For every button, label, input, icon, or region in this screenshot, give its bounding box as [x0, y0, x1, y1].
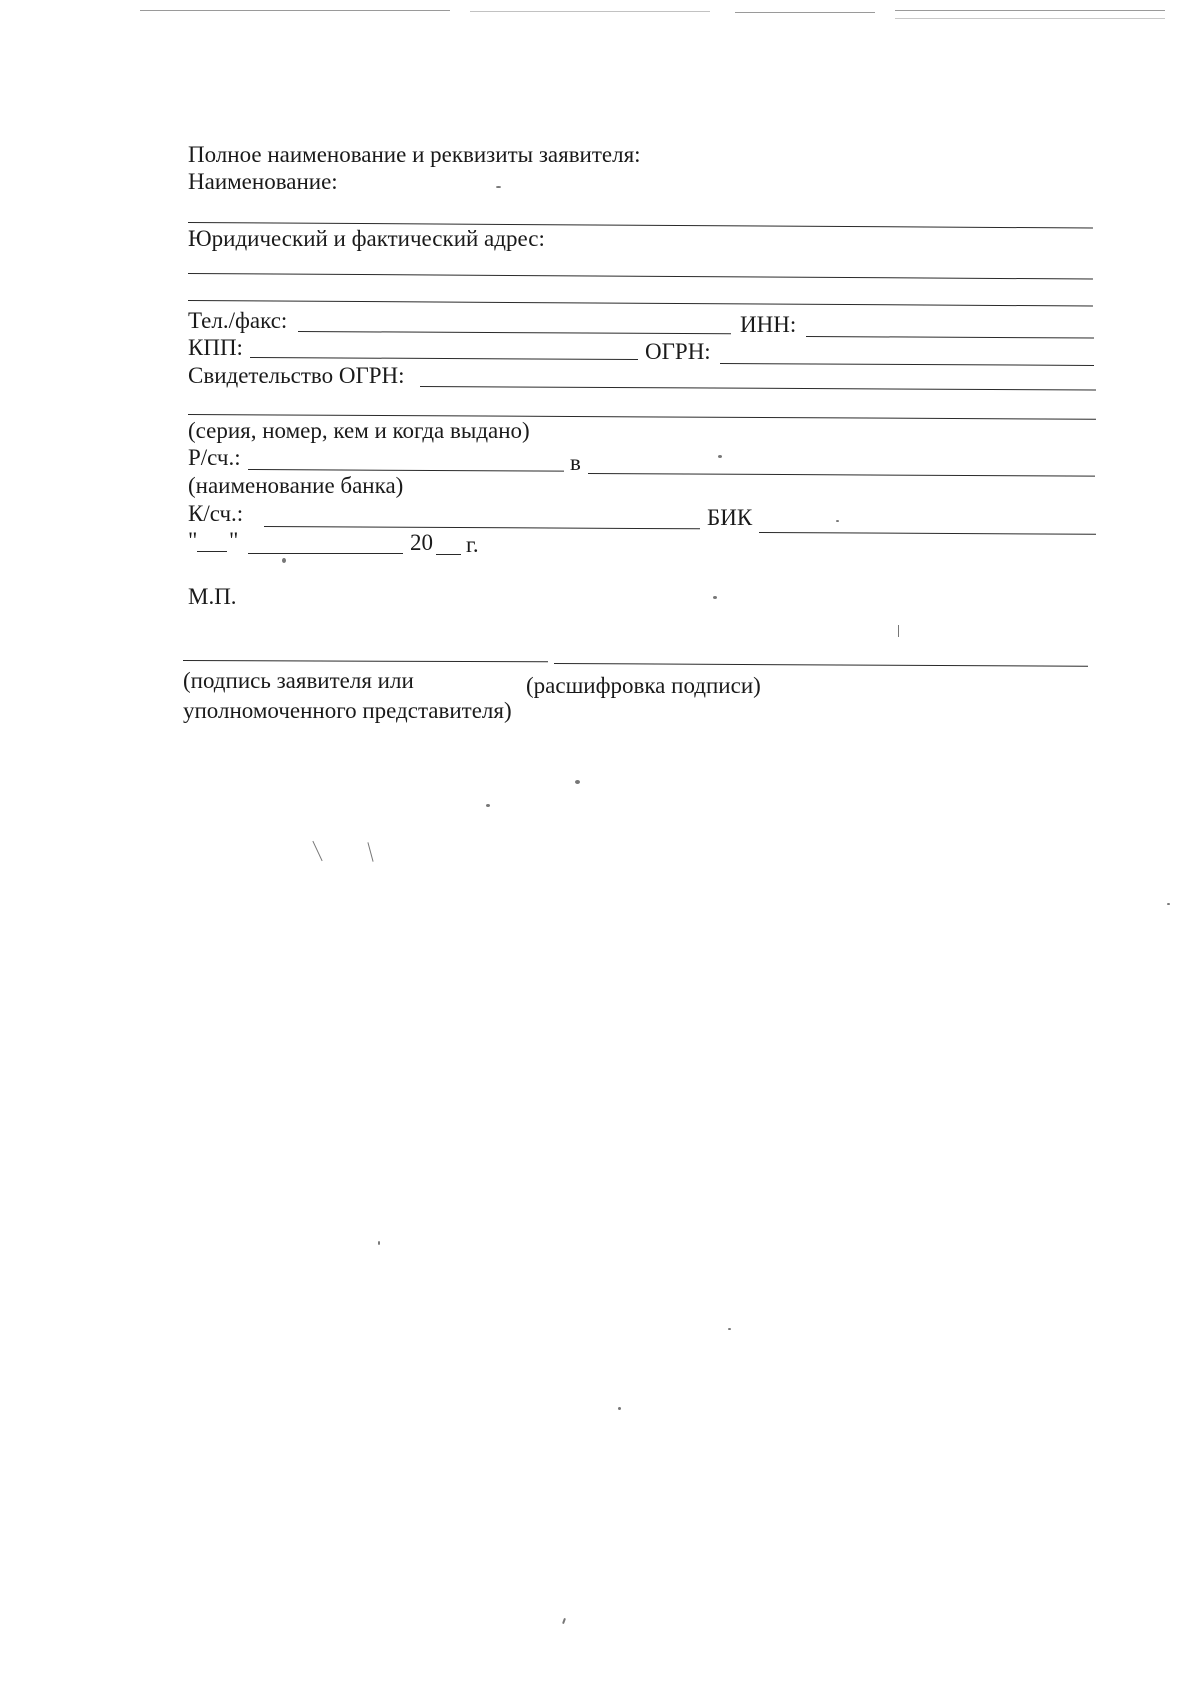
- form-heading: Полное наименование и реквизиты заявителя:: [188, 142, 641, 167]
- bik-label: БИК: [707, 505, 753, 530]
- certificate-hint: (серия, номер, кем и когда выдано): [188, 418, 530, 443]
- date-year-field-line[interactable]: [436, 554, 461, 555]
- scan-speck: [1167, 903, 1170, 905]
- address-field-line-1[interactable]: [188, 273, 1093, 280]
- scan-speck: [367, 842, 373, 862]
- scan-edge-line: [895, 18, 1165, 19]
- scan-speck: [718, 455, 722, 458]
- scan-speck: [486, 804, 490, 807]
- address-label: Юридический и фактический адрес:: [188, 226, 545, 251]
- signature-hint-line1: (подпись заявителя или: [183, 668, 414, 693]
- scan-speck: [898, 625, 899, 637]
- date-quote-open: ": [188, 528, 198, 553]
- inn-label: ИНН:: [740, 312, 797, 337]
- in-label: в: [570, 450, 581, 475]
- scan-speck: [562, 1618, 566, 1624]
- scan-speck: [618, 1407, 621, 1410]
- scan-speck: [282, 558, 286, 563]
- scan-edge-line: [735, 12, 875, 13]
- scan-edge-line: [140, 10, 450, 11]
- signature-decode-hint: (расшифровка подписи): [526, 673, 761, 698]
- ogrn-label: ОГРН:: [645, 339, 711, 364]
- phone-field-line[interactable]: [298, 331, 731, 334]
- date-day-field-line[interactable]: [197, 551, 227, 552]
- scan-speck: [836, 520, 839, 522]
- signature-field-line[interactable]: [183, 660, 548, 662]
- scan-speck: [575, 780, 580, 784]
- bik-field-line[interactable]: [759, 532, 1096, 535]
- certificate-field-line[interactable]: [420, 386, 1096, 391]
- address-field-line-2[interactable]: [188, 300, 1093, 307]
- scan-speck: [713, 596, 717, 599]
- ogrn-field-line[interactable]: [720, 363, 1094, 366]
- scan-edge-line: [895, 10, 1165, 11]
- kpp-field-line[interactable]: [250, 357, 638, 360]
- name-label: Наименование:: [188, 169, 338, 194]
- signature-hint-line2: уполномоченного представителя): [183, 698, 512, 723]
- date-year-suffix: г.: [466, 532, 479, 557]
- account-field-line[interactable]: [248, 469, 564, 472]
- date-year-prefix: 20: [410, 530, 433, 555]
- bank-hint: (наименование банка): [188, 473, 404, 498]
- signature-decode-field-line[interactable]: [554, 663, 1088, 667]
- date-quote-close: ": [229, 528, 239, 553]
- corr-account-field-line[interactable]: [264, 526, 700, 529]
- certificate-label: Свидетельство ОГРН:: [188, 363, 405, 388]
- scan-edge-line: [470, 11, 710, 12]
- scan-speck: [728, 1328, 731, 1330]
- kpp-label: КПП:: [188, 335, 243, 360]
- phone-label: Тел./факс:: [188, 308, 288, 333]
- date-month-field-line[interactable]: [248, 553, 403, 554]
- scan-speck: [378, 1241, 380, 1245]
- scan-speck: [496, 186, 501, 188]
- corr-account-label: К/сч.:: [188, 501, 244, 526]
- account-label: Р/сч.:: [188, 445, 241, 470]
- stamp-label: М.П.: [188, 584, 237, 609]
- bank-field-line[interactable]: [588, 473, 1095, 477]
- scan-speck: [312, 841, 322, 861]
- inn-field-line[interactable]: [806, 336, 1094, 339]
